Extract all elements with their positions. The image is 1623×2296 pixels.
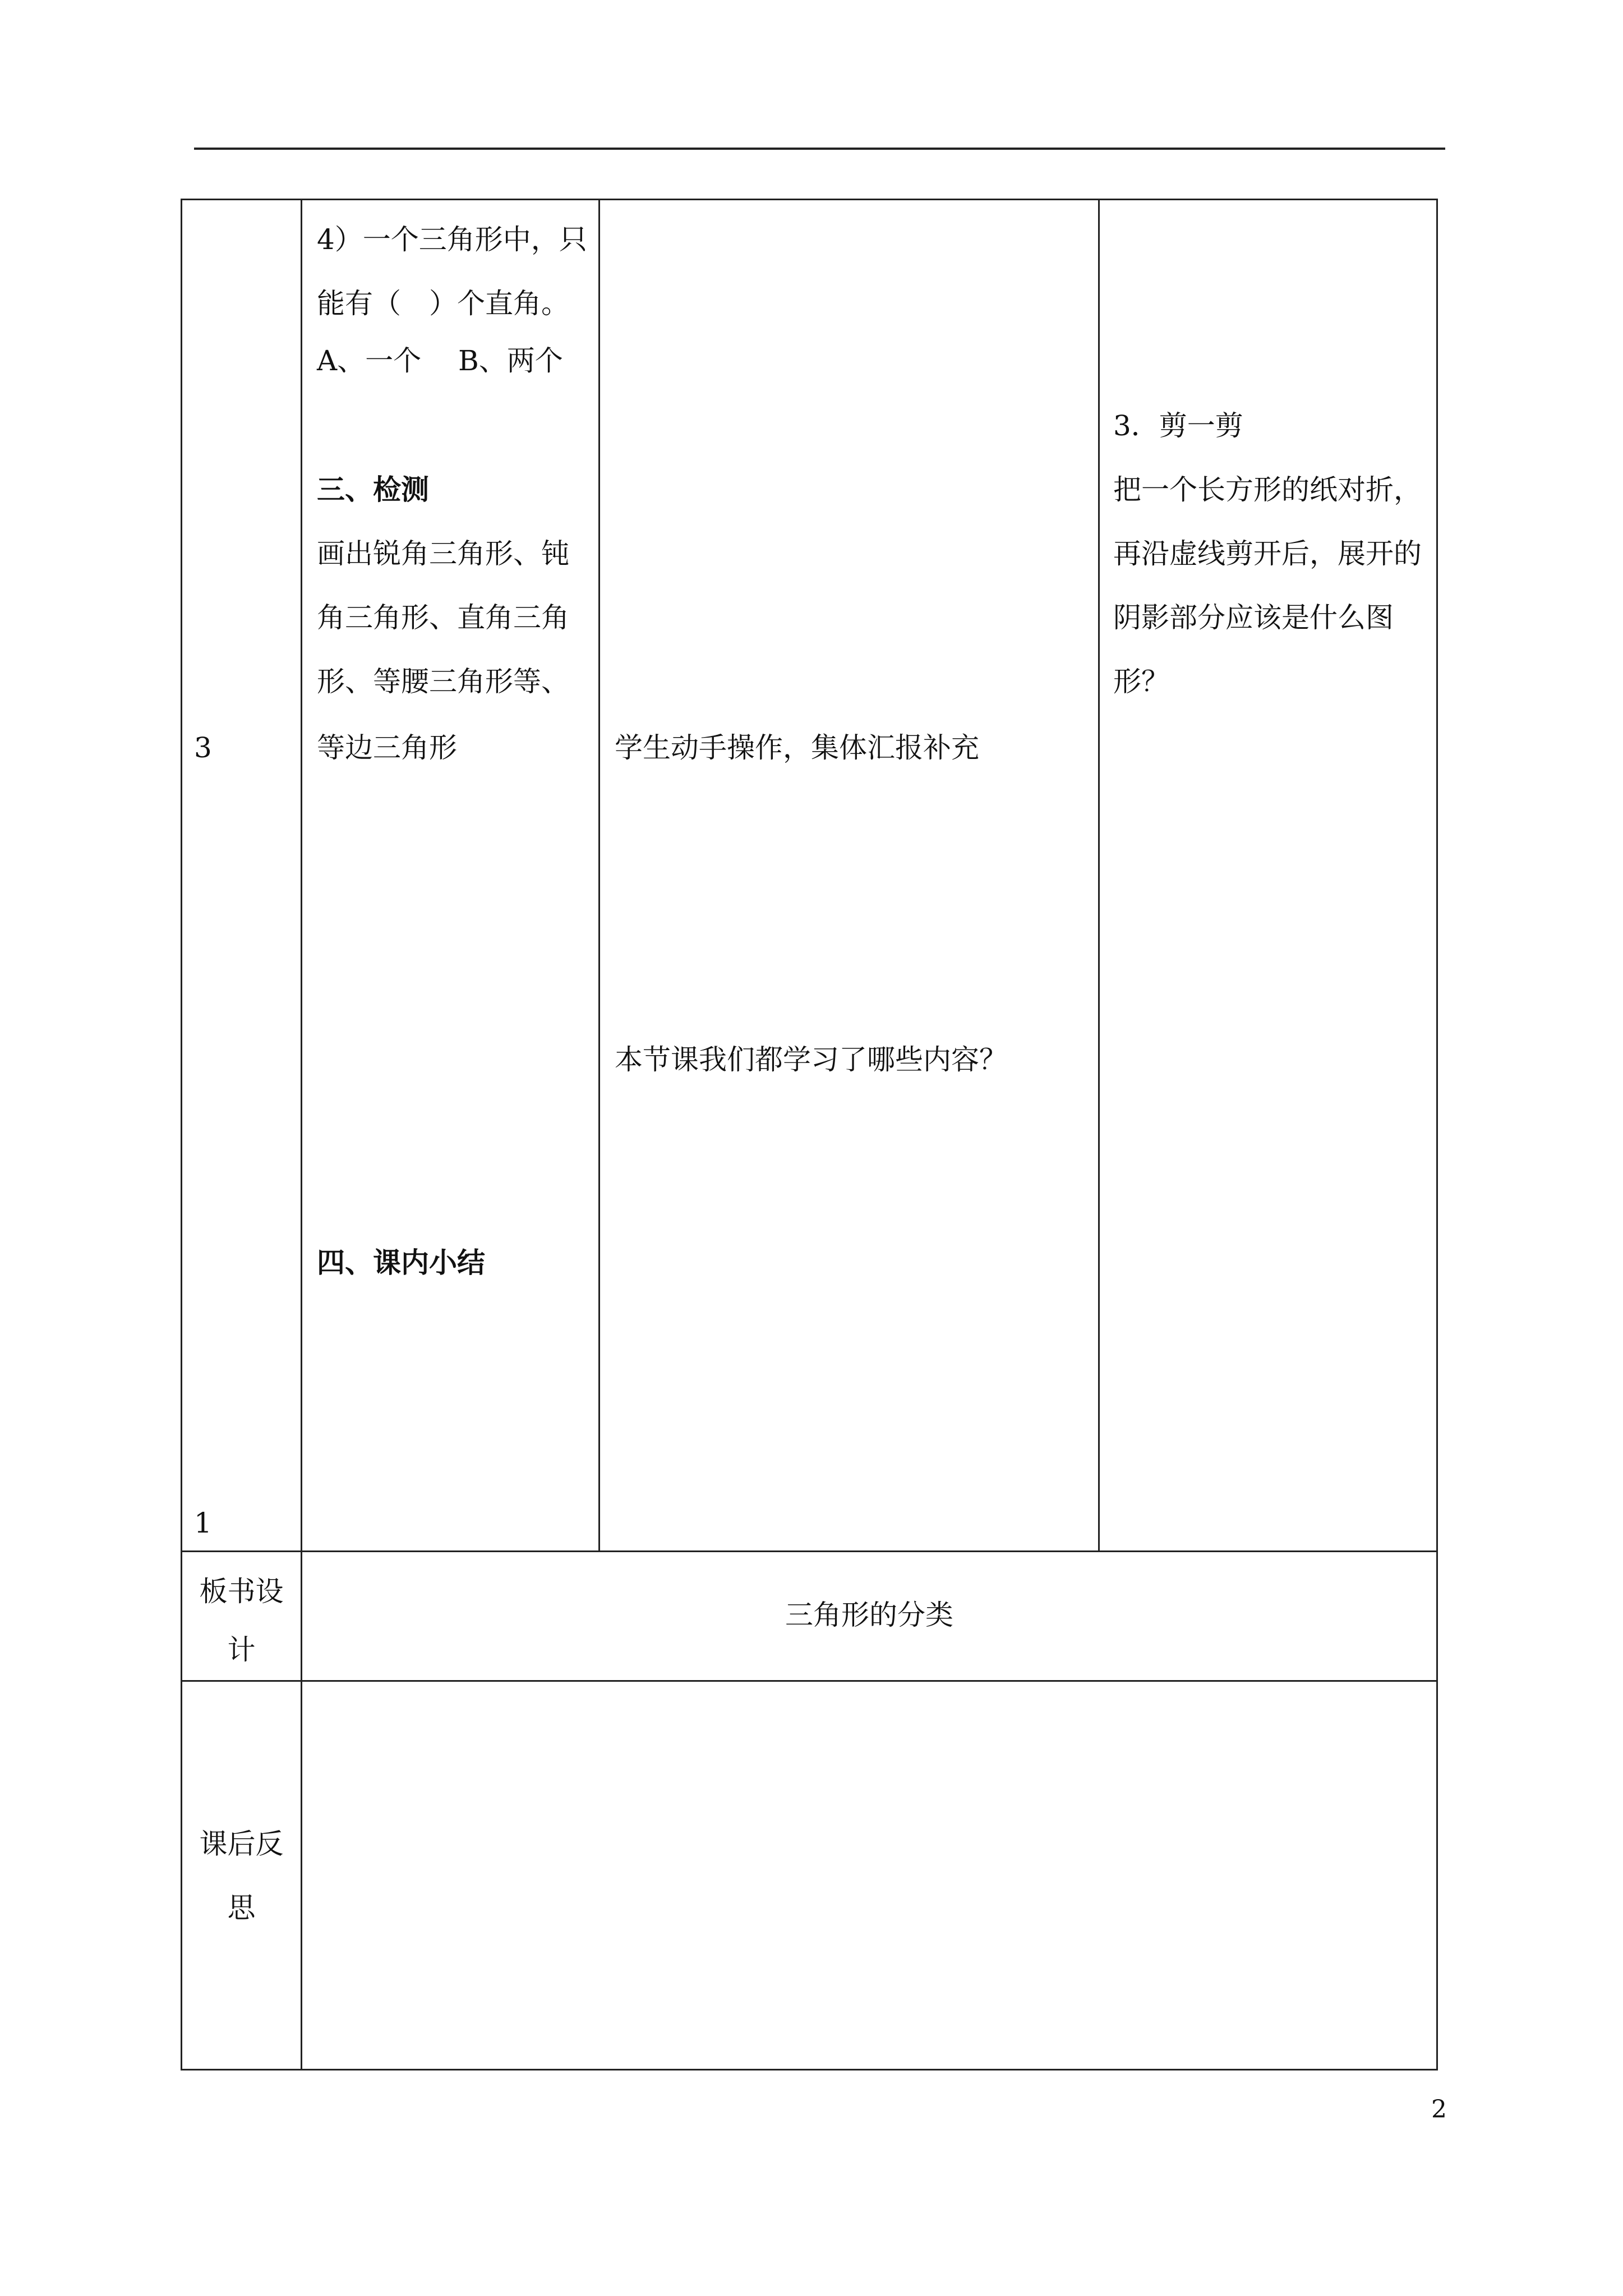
page-number: 2 (1431, 2095, 1447, 2124)
test-line-2: 角三角形、直角三角 (317, 601, 569, 634)
row-number-top: 3 (194, 731, 212, 764)
table-row-divider-2 (181, 1680, 1438, 1682)
table-border-bottom (181, 2069, 1438, 2070)
test-line-3: 形、等腰三角形等、 (317, 665, 569, 698)
cut-exercise-line-4: 形？ (1113, 665, 1169, 698)
section-heading-test: 三、检测 (317, 473, 429, 506)
reflection-label-1: 课后反 (199, 1828, 284, 1860)
test-line-4: 等边三角形 (317, 731, 457, 764)
exercise-line-1: 4）一个三角形中，只 (317, 223, 587, 256)
row-number-bottom: 1 (194, 1507, 212, 1539)
board-design-label-2: 计 (227, 1634, 256, 1666)
cut-exercise-line-1: 把一个长方形的纸对折， (1113, 473, 1422, 506)
student-activity-text: 学生动手操作，集体汇报补充 (615, 731, 979, 764)
board-design-label-1: 板书设 (199, 1575, 284, 1608)
cut-exercise-title: 3．剪一剪 (1113, 409, 1243, 442)
cut-exercise-line-3: 阴影部分应该是什么图 (1113, 601, 1394, 634)
test-line-1: 画出锐角三角形、钝 (317, 537, 569, 570)
board-design-content: 三角形的分类 (785, 1599, 953, 1631)
cut-exercise-line-2: 再沿虚线剪开后，展开的 (1113, 537, 1422, 570)
exercise-line-2: 能有（ ）个直角。 (317, 287, 569, 320)
summary-question-text: 本节课我们都学习了哪些内容？ (615, 1043, 1007, 1076)
table-row-divider-1 (181, 1550, 1438, 1552)
header-rule (194, 148, 1445, 150)
section-heading-summary: 四、课内小结 (317, 1246, 485, 1279)
table-col-divider-2 (598, 199, 600, 1552)
table-border-left (181, 199, 182, 2070)
table-col-divider-3 (1098, 199, 1100, 1552)
exercise-line-3: A、一个 B、两个 (317, 344, 563, 377)
table-border-right (1436, 199, 1438, 2070)
table-col-divider-1 (301, 199, 302, 2070)
reflection-label-2: 思 (227, 1892, 256, 1924)
table-border-top (181, 199, 1438, 200)
